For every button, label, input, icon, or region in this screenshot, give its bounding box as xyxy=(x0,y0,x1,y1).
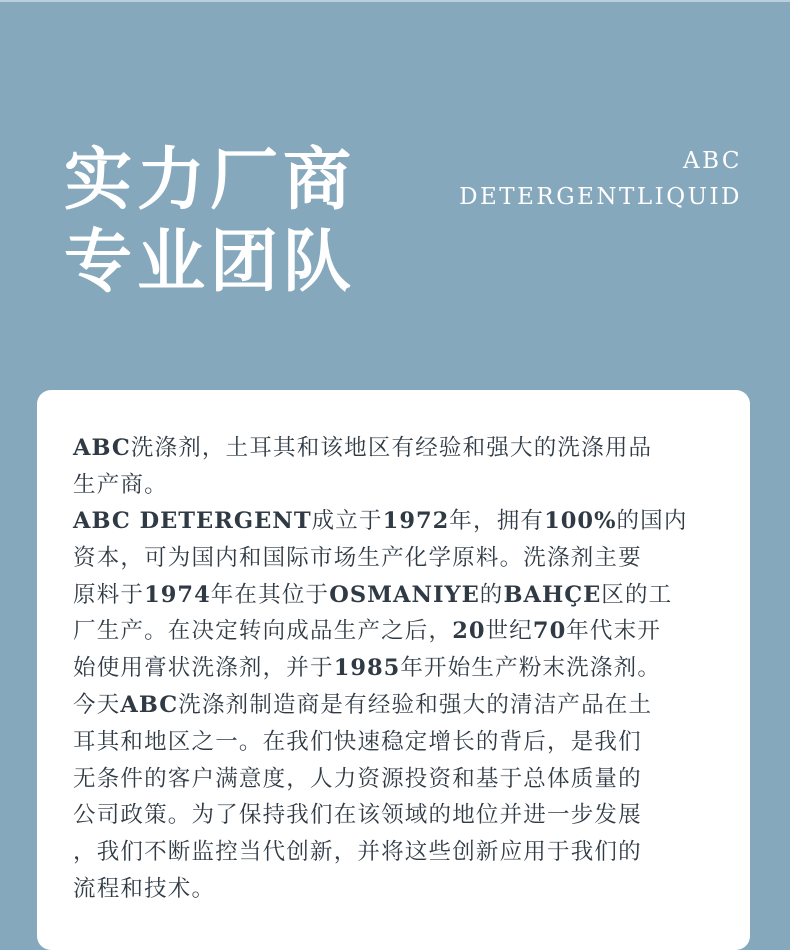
text-line xyxy=(73,797,723,834)
latin-text: BAHÇE xyxy=(503,581,602,608)
text-line xyxy=(73,687,723,724)
title-line-1: 实力厂商 xyxy=(64,141,357,220)
body-text: 年开始生产粉末洗涤剂。 xyxy=(400,655,662,682)
paragraph-today xyxy=(73,687,723,908)
top-divider xyxy=(0,0,790,2)
body-text: 年在其位于 xyxy=(210,581,330,608)
paragraph-history xyxy=(73,503,723,687)
body-text: 世纪 xyxy=(485,618,533,645)
text-line xyxy=(73,467,723,504)
brand-line-1: ABC xyxy=(682,148,742,174)
latin-text: 1974 xyxy=(144,581,211,608)
body-text: 成立于 xyxy=(311,508,383,534)
brand-name xyxy=(459,143,742,215)
paragraph-intro xyxy=(73,430,723,504)
text-line xyxy=(73,761,723,798)
body-text: 年，拥有 xyxy=(449,508,545,534)
body-text: 原料于 xyxy=(73,581,145,608)
body-text: 洗涤剂制造商是有经验和强大的清洁产品在土 xyxy=(178,692,653,718)
latin-text: ABC xyxy=(73,435,131,461)
page-title xyxy=(64,140,356,304)
body-text: ，我们不断监控当代创新，并将这些创新应用于我们的 xyxy=(73,839,642,866)
body-text: 的 xyxy=(479,581,504,608)
text-line xyxy=(73,871,723,908)
latin-text: 1972 xyxy=(382,508,450,534)
body-text: 区的工 xyxy=(601,581,673,608)
body-text: 资本，可为国内和国际市场生产化学原料。洗涤剂主要 xyxy=(73,544,642,571)
body-text: 厂生产。在决定转向成品生产之后， xyxy=(73,618,453,645)
latin-text: ABC xyxy=(120,692,179,718)
latin-text: 70 xyxy=(532,618,567,645)
text-line xyxy=(73,613,723,650)
text-line xyxy=(73,577,723,614)
body-text: 耳其和地区之一。在我们快速稳定增长的背后，是我们 xyxy=(73,728,642,755)
body-text: 今天 xyxy=(73,692,121,718)
body-text: 流程和技术。 xyxy=(73,875,216,902)
title-line-2: 专业团队 xyxy=(64,223,357,302)
text-line xyxy=(73,503,723,540)
description-card xyxy=(37,390,750,950)
text-line xyxy=(73,834,723,871)
body-text: 洗涤剂，土耳其和该地区有经验和强大的洗涤用品 xyxy=(130,435,653,461)
text-line xyxy=(73,724,723,761)
latin-text: 20 xyxy=(452,618,486,645)
text-line xyxy=(73,650,723,687)
latin-text: OSMANIYE xyxy=(329,581,480,608)
body-text: 公司政策。为了保持我们在该领域的地位并进一步发展 xyxy=(73,802,642,829)
body-text: 无条件的客户满意度，人力资源投资和基于总体质量的 xyxy=(73,765,642,792)
body-text: 生产商。 xyxy=(73,471,168,498)
brand-line-2: DETERGENTLIQUID xyxy=(459,184,742,210)
body-text: 年代末开 xyxy=(566,618,662,645)
text-line xyxy=(73,540,723,577)
text-line xyxy=(73,430,723,467)
body-text: 始使用膏状洗涤剂，并于 xyxy=(73,655,334,682)
body-text: 的国内 xyxy=(616,508,688,534)
latin-text: 100% xyxy=(544,508,617,534)
latin-text: ABC DETERGENT xyxy=(73,508,312,534)
latin-text: 1985 xyxy=(333,655,401,682)
